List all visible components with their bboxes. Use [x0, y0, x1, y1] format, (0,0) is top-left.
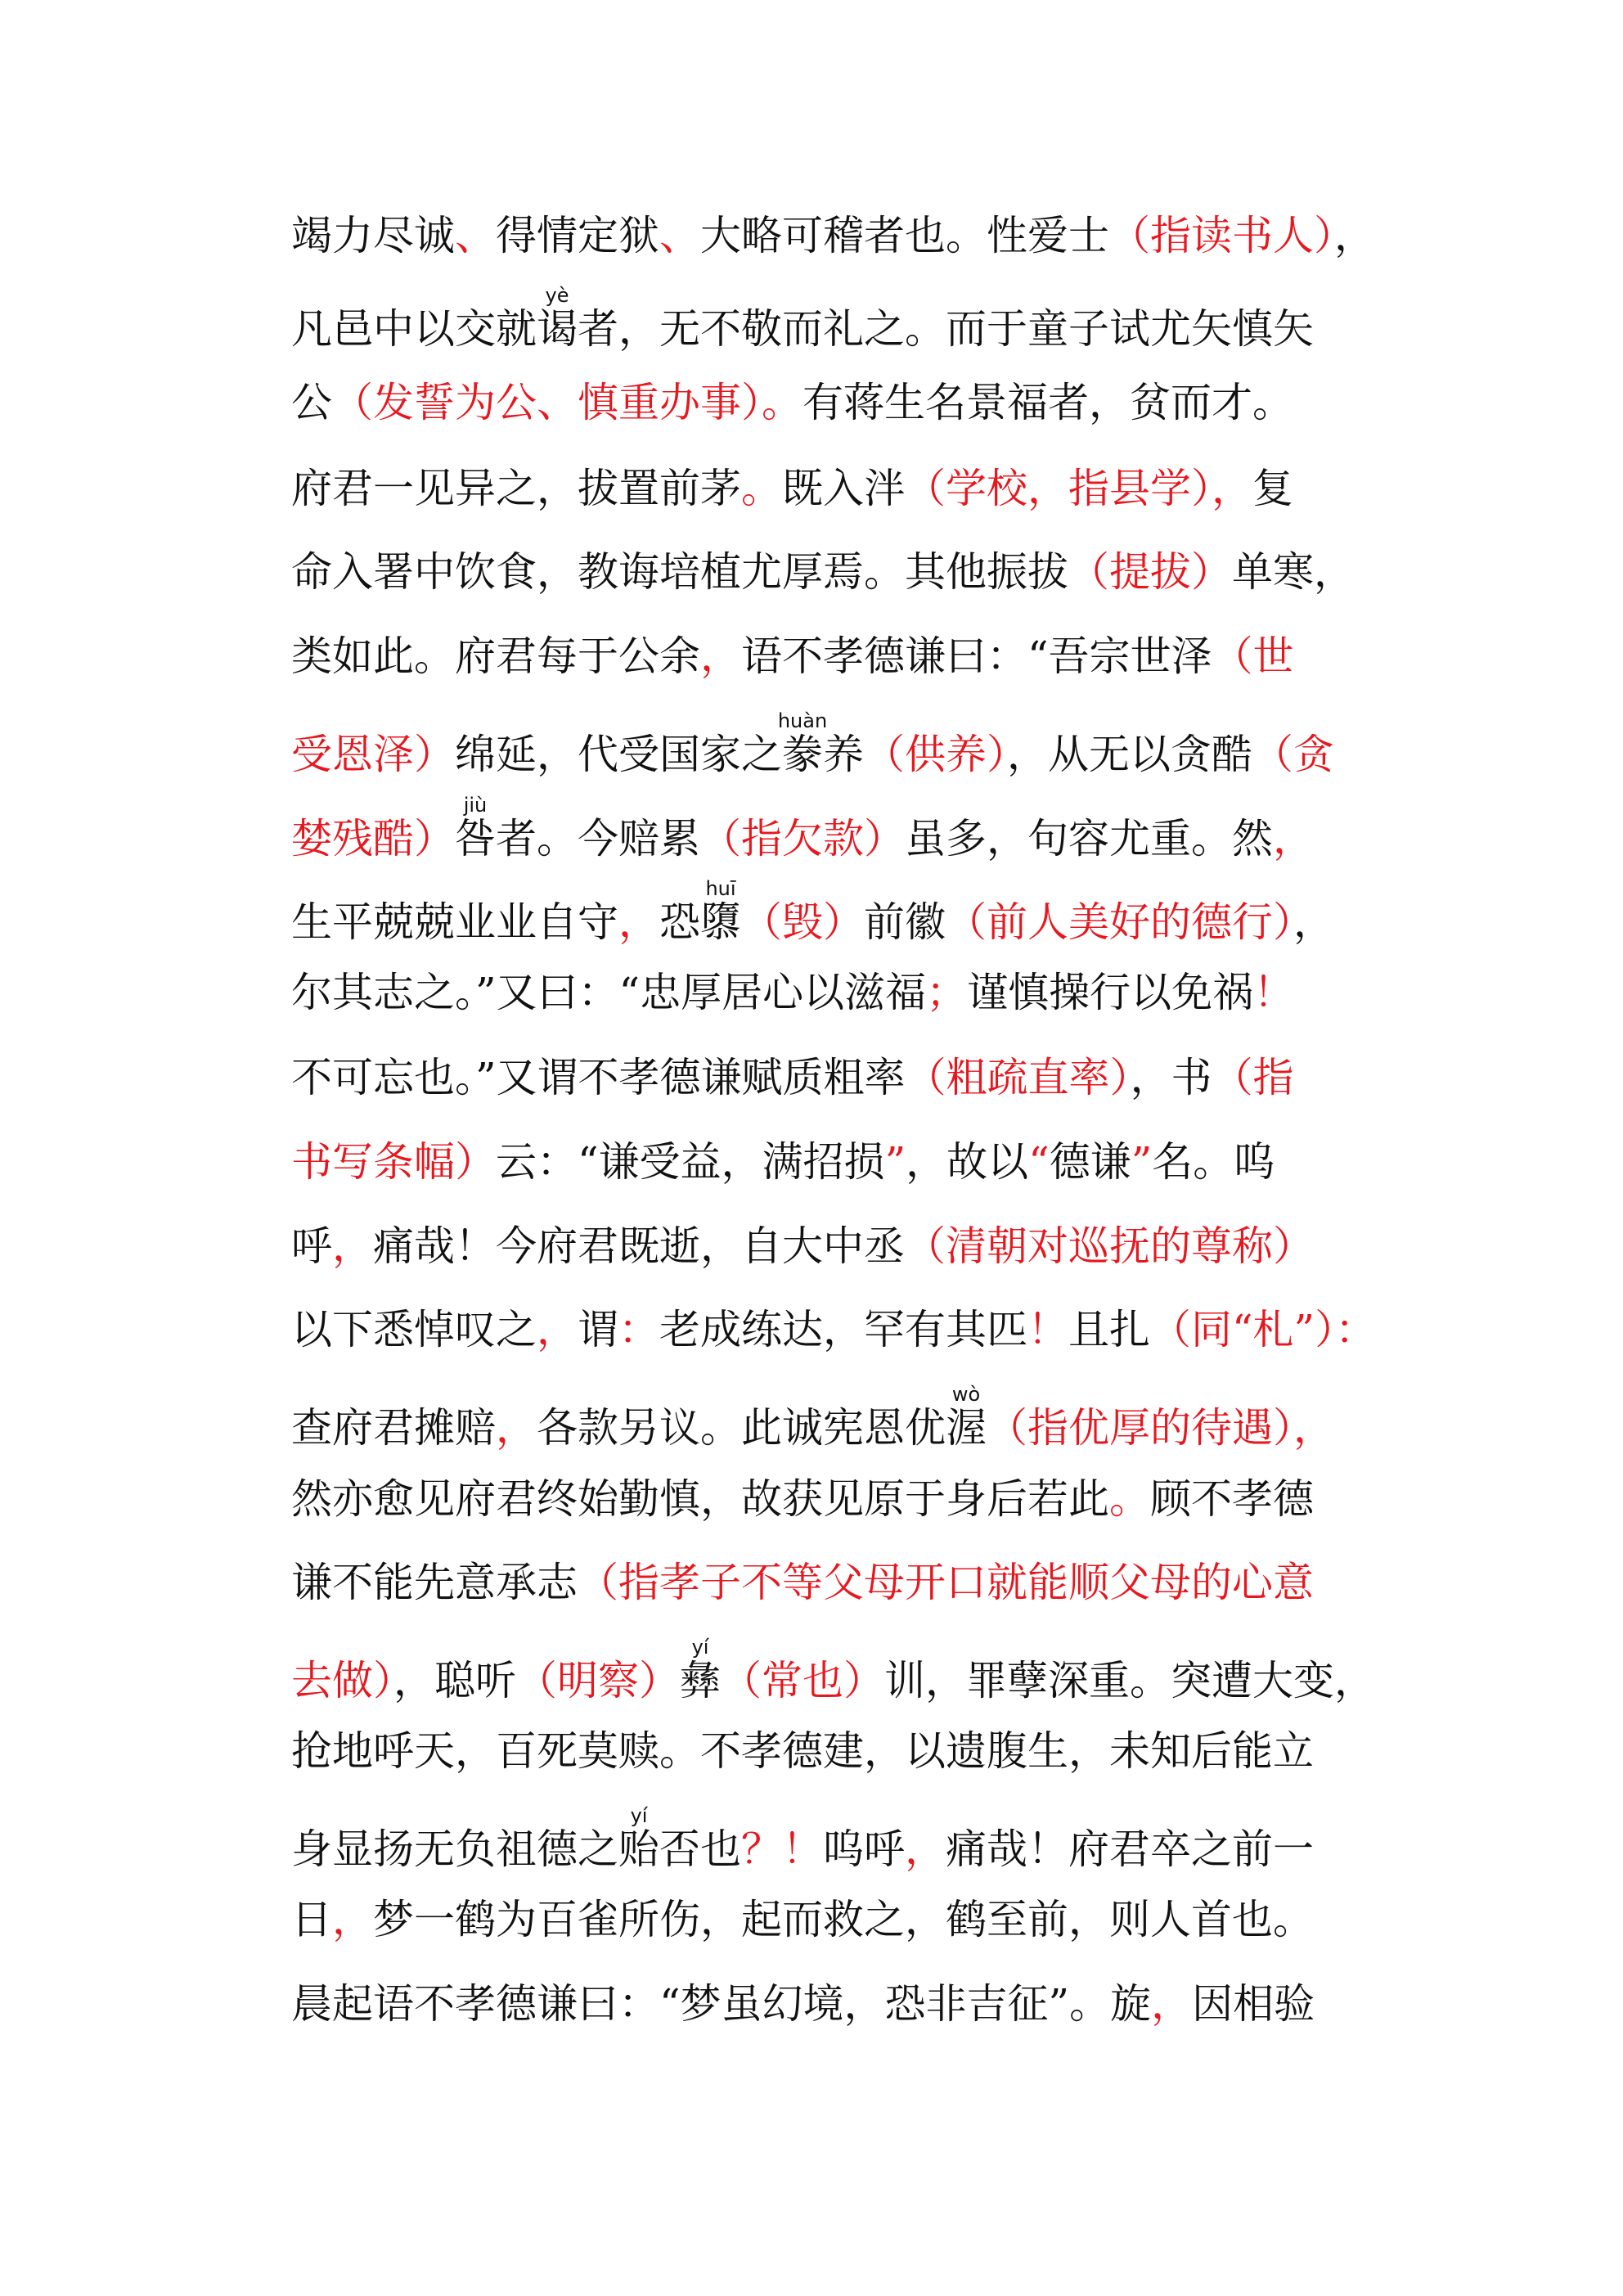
annotated-char: 贻	[618, 1826, 659, 1873]
body-text: 痛哉！今府君既逝，自大中丞	[373, 1222, 905, 1270]
text-line	[291, 794, 1387, 862]
body-text: 复	[1252, 465, 1293, 512]
body-text: 否也	[659, 1826, 741, 1873]
annotation-text: ！	[1027, 1306, 1068, 1353]
body-text: 名。呜	[1152, 1138, 1275, 1186]
annotation-text: （贪	[1252, 731, 1334, 778]
body-text: 竭力尽诚	[291, 212, 455, 259]
body-text: 养	[823, 731, 864, 778]
annotation-text: （供养）	[864, 731, 1007, 778]
body-text: 查府君摊赔	[291, 1404, 496, 1452]
body-text: 命入署中饮食，教诲培植尤厚焉。其他振拔	[291, 548, 1068, 596]
body-text: ，书	[1130, 1054, 1212, 1101]
body-text: 前徽	[864, 898, 946, 946]
body-text: ，	[1293, 898, 1334, 946]
annotation-text: （粗疏直率）	[905, 1054, 1131, 1101]
pinyin-annotated-char	[777, 709, 828, 778]
body-text: 尔其志之。”又曰：“忠厚居心以滋福	[291, 969, 927, 1016]
body-text: ，聪听	[393, 1657, 516, 1704]
annotation-text: 去做）	[291, 1657, 393, 1704]
annotation-text: ，	[1273, 815, 1314, 862]
body-text: 云：“谦受益，满招损	[496, 1138, 885, 1186]
annotation-text: 婪残酷）	[291, 815, 455, 862]
pinyin-reading: wò	[946, 1383, 987, 1406]
annotation-text: （学校，指县学），	[905, 465, 1252, 512]
annotated-char: 豢	[777, 731, 828, 778]
body-text: 者。今赔累	[496, 815, 700, 862]
body-text: 得情定狱	[496, 212, 659, 259]
body-text: 大略可稽者也。性爱士	[700, 212, 1109, 259]
annotation-text: ，	[537, 1306, 578, 1353]
pinyin-annotated-char	[537, 284, 578, 353]
body-text: 者，无不敬而礼之。而于童子试尤矢慎矢	[578, 305, 1314, 353]
annotation-text: （发誓为公、慎重办事）。	[332, 379, 803, 426]
pinyin-reading: jiù	[455, 794, 496, 817]
annotation-text: 。	[1109, 1475, 1150, 1523]
body-text: 谓	[578, 1306, 618, 1353]
body-text: 训，罪孽深重。突遭大变，	[884, 1657, 1375, 1704]
text-line	[291, 1301, 1387, 1358]
pinyin-annotated-char	[680, 1636, 721, 1704]
annotation-text: （明察）	[516, 1657, 680, 1704]
text-line	[291, 374, 1387, 431]
pinyin-annotated-char	[618, 1804, 659, 1873]
body-text: 虽多，句容尤重。然	[905, 815, 1273, 862]
annotation-text: （提拔）	[1068, 548, 1232, 596]
pinyin-reading: yí	[680, 1636, 721, 1659]
text-line	[291, 1383, 1387, 1452]
text-line	[291, 1218, 1387, 1275]
annotation-text: （指读书人）	[1109, 212, 1334, 259]
text-line	[291, 1975, 1387, 2033]
text-line	[291, 964, 1387, 1021]
text-line	[291, 1470, 1387, 1528]
annotation-text: ：	[618, 1306, 659, 1353]
document-page	[291, 0, 1387, 2296]
annotation-text: （指	[1212, 1054, 1294, 1101]
body-text: 身显扬无负祖德之	[291, 1826, 618, 1873]
text-line	[291, 1049, 1387, 1106]
body-text: 晨起语不孝德谦曰：“梦虽幻境，恐非吉征”。旋	[291, 1980, 1152, 2028]
body-text: 单寒，	[1232, 548, 1355, 596]
body-text: 既入泮	[782, 465, 905, 512]
annotation-text: ，	[496, 1404, 537, 1452]
pinyin-annotated-char	[700, 877, 741, 946]
annotation-text: ，	[1293, 1404, 1334, 1452]
body-text: ，	[1334, 212, 1375, 259]
annotation-text: ”	[884, 1138, 906, 1186]
text-line	[291, 877, 1387, 946]
body-text: 公	[291, 379, 332, 426]
body-text: 凡邑中以交就	[291, 305, 537, 353]
body-text: 梦一鹤为百雀所伤，起而救之，鹤至前，则人首也。	[373, 1896, 1314, 1943]
body-text: 谨慎操行以免祸	[967, 969, 1254, 1016]
text-line	[291, 1722, 1387, 1780]
annotated-char: 渥	[946, 1404, 987, 1452]
annotation-text: （指欠款）	[700, 815, 905, 862]
pinyin-reading: yí	[618, 1804, 659, 1827]
pinyin-annotated-char	[946, 1383, 987, 1452]
text-line	[291, 543, 1387, 601]
annotation-text: （同“札”）：	[1150, 1306, 1377, 1353]
annotation-text: “	[1028, 1138, 1050, 1186]
pinyin-annotated-char	[455, 794, 496, 862]
annotation-text: ！	[1253, 969, 1295, 1016]
text-line	[291, 1554, 1387, 1611]
annotated-char: 咎	[455, 815, 496, 862]
annotation-text: （世	[1212, 633, 1294, 680]
body-text: 谦不能先意承志	[291, 1559, 578, 1606]
annotation-text: （指孝子不等父母开口就能顺父母的心意	[578, 1559, 1314, 1606]
annotation-text: ”	[1131, 1138, 1153, 1186]
body-text: ，从无以贪酷	[1007, 731, 1252, 778]
pinyin-reading: yè	[537, 284, 578, 307]
body-text: 呜呼	[823, 1826, 905, 1873]
body-text: 语不孝德谦曰：“吾宗世泽	[741, 633, 1212, 680]
body-text: 府君一见异之，拔置前茅	[291, 465, 741, 512]
annotation-text: ，	[332, 1222, 373, 1270]
annotation-text: 受恩泽）	[291, 731, 455, 778]
text-line	[291, 1891, 1387, 1948]
annotation-text: （前人美好的德行）	[946, 898, 1293, 946]
annotation-text: ，	[1151, 1980, 1193, 2028]
body-text: ，故以	[906, 1138, 1029, 1186]
body-text: 不可忘也。”又谓不孝德谦赋质粗率	[291, 1054, 906, 1101]
body-text: 抢地呼天，百死莫赎。不孝德建，以遗腹生，未知后能立	[291, 1727, 1314, 1775]
body-text: 日	[291, 1896, 332, 1943]
body-text: 有蒋生名景福者，贫而才。	[803, 379, 1293, 426]
annotated-char: 彝	[680, 1657, 721, 1704]
body-text: 各款另议。此诚宪恩优	[537, 1404, 946, 1452]
body-text: 顾不孝德	[1150, 1475, 1314, 1523]
pinyin-reading: huī	[700, 877, 741, 900]
body-text: 类如此。府君每于公余	[291, 633, 700, 680]
body-text: 老成练达，罕有其匹	[659, 1306, 1027, 1353]
annotation-text: （指优厚的待遇）	[987, 1404, 1293, 1452]
text-line	[291, 628, 1387, 685]
annotation-text: 、	[659, 212, 700, 259]
annotation-text: 。	[741, 465, 782, 512]
annotation-text: ，	[700, 633, 741, 680]
annotated-char: 谒	[537, 305, 578, 353]
body-text: 然亦愈见府君终始勤慎，故获见原于身后若此	[291, 1475, 1109, 1523]
annotated-char: 隳	[700, 898, 741, 946]
body-text: 恐	[659, 898, 700, 946]
text-line	[291, 1133, 1387, 1191]
annotation-text: ，	[618, 898, 659, 946]
text-line	[291, 1636, 1387, 1704]
body-text: 生平兢兢业业自守	[291, 898, 618, 946]
annotation-text: （清朝对巡抚的尊称）	[905, 1222, 1314, 1270]
body-text: 且扎	[1068, 1306, 1150, 1353]
annotation-text: ；	[926, 969, 968, 1016]
text-line	[291, 284, 1387, 353]
pinyin-reading: huàn	[777, 709, 828, 732]
annotation-text: ，	[332, 1896, 373, 1943]
body-text: 德谦	[1049, 1138, 1131, 1186]
annotation-text: （毁）	[741, 898, 864, 946]
text-line	[291, 207, 1387, 264]
annotation-text: 书写条幅）	[291, 1138, 496, 1186]
annotation-text: 、	[455, 212, 496, 259]
body-text: 因相验	[1192, 1980, 1315, 2028]
annotation-text: ，	[905, 1826, 946, 1873]
annotation-text: ？！	[741, 1826, 823, 1873]
annotation-text: （常也）	[721, 1657, 884, 1704]
text-line	[291, 709, 1387, 778]
text-line	[291, 460, 1387, 517]
body-text: 绵延，代受国家之	[455, 731, 782, 778]
body-text: 以下悉悼叹之	[291, 1306, 537, 1353]
text-line	[291, 1804, 1387, 1873]
body-text: 呼	[291, 1222, 332, 1270]
body-text: 痛哉！府君卒之前一	[946, 1826, 1314, 1873]
